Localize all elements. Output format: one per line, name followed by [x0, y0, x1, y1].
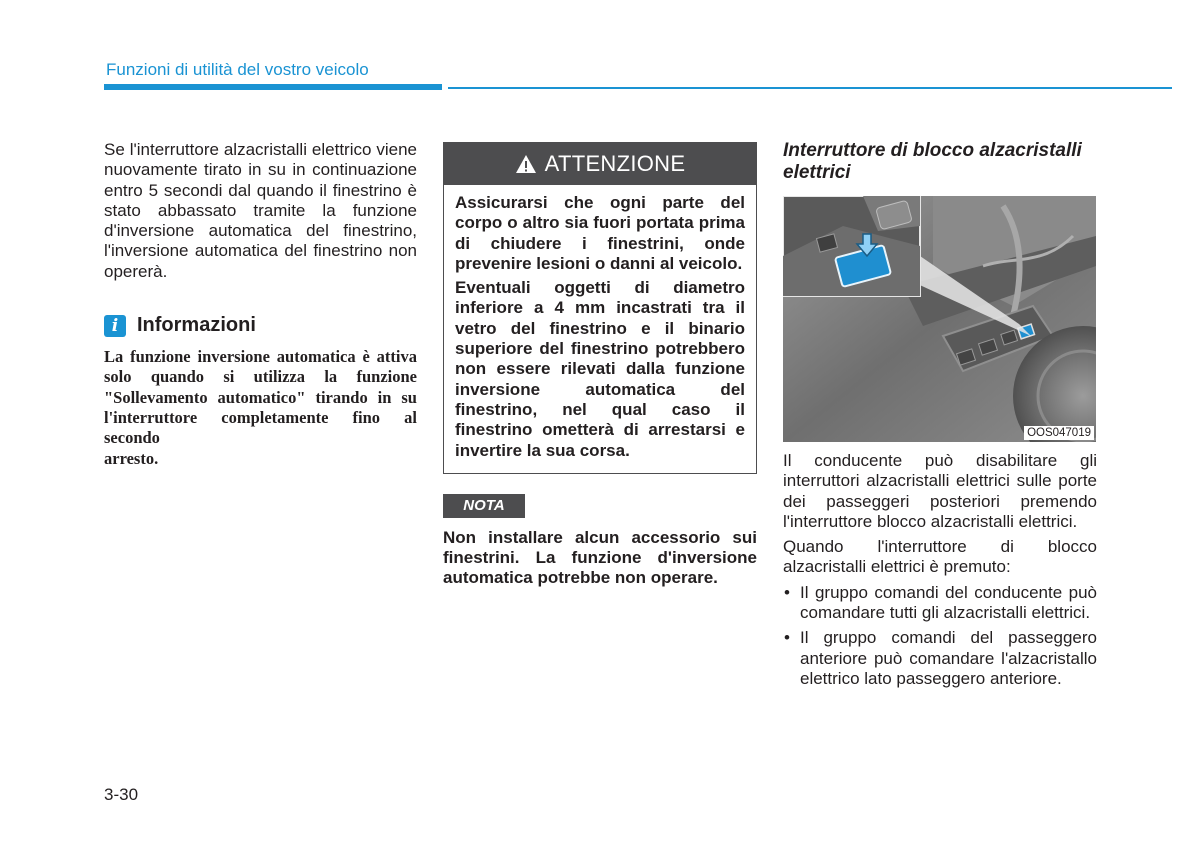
nota-badge: NOTA	[443, 494, 525, 518]
warning-triangle-icon	[515, 154, 537, 174]
warning-paragraph-2: Eventuali oggetti di diametro inferiore a 4 mm incastrati tra il vetro del finestrino e il binario superiore del finestrino potrebbero non essere rilevati dalla funzione inversione automatica del finestrino, nel qual caso il finestrino ometterà di arrestarsi e invertire la sua corsa.	[455, 278, 745, 460]
warning-title: ATTENZIONE	[544, 151, 686, 176]
lock-paragraph-2: Quando l'interruttore di blocco alzacristalli elettrici è premuto:	[783, 537, 1097, 577]
door-panel-photo	[783, 196, 1096, 442]
door-panel-illustration	[783, 196, 1096, 442]
lock-paragraph-1: Il conducente può disabilitare gli interruttori alzacristalli elettrici sulle porte dei passeggeri posteriori premendo l'interruttore blocco alzacristalli elettrici.	[783, 451, 1097, 531]
column-middle	[443, 142, 757, 589]
warning-box	[443, 142, 757, 474]
column-right	[783, 140, 1097, 689]
nota-text: Non installare alcun accessorio sui finestrini. La funzione d'inversione automatica potrebbe non operare.	[443, 527, 757, 588]
info-text-main: La funzione inversione automatica è attiva solo quando si utilizza la funzione "Sollevamento automatico" tirando in su l'interruttore completamente fino al secondo	[104, 347, 417, 448]
info-header	[104, 314, 417, 337]
image-code: OOS047019	[1024, 426, 1094, 440]
window-lock-title: Interruttore di blocco alzacristalli elettrici	[783, 140, 1082, 183]
warning-body	[444, 185, 756, 473]
column-left	[104, 140, 417, 469]
warning-header	[444, 143, 756, 185]
list-item: • Il gruppo comandi del passeggero anteriore può comandare l'alzacristallo elettrico lato passeggero anteriore.	[783, 628, 1097, 689]
warning-paragraph-1: Assicurarsi che ogni parte del corpo o altro sia fuori portata prima di chiudere i finestrini, onde prevenire lesioni o danni al veicolo.	[455, 193, 745, 273]
info-text	[104, 347, 417, 469]
info-title: Informazioni	[137, 314, 256, 337]
lock-bullet-list	[783, 583, 1097, 689]
list-item: • Il gruppo comandi del conducente può comandare tutti gli alzacristalli elettrici.	[783, 583, 1097, 624]
section-header-title: Funzioni di utilità del vostro veicolo	[106, 60, 369, 79]
info-text-last: arresto.	[104, 448, 159, 468]
info-icon: i	[104, 315, 126, 337]
header-rule-thin	[448, 87, 1172, 89]
header-rule-thick	[104, 84, 442, 90]
page-number: 3-30	[104, 785, 139, 804]
auto-reverse-paragraph: Se l'interruttore alzacristalli elettrico viene nuovamente tirato in su in continuazione entro 5 secondi dal quando il finestrino è stato abbassato tramite la funzione d'inversione automatica del finestrino, l'inversione automatica del finestrino non opererà.	[104, 140, 417, 281]
